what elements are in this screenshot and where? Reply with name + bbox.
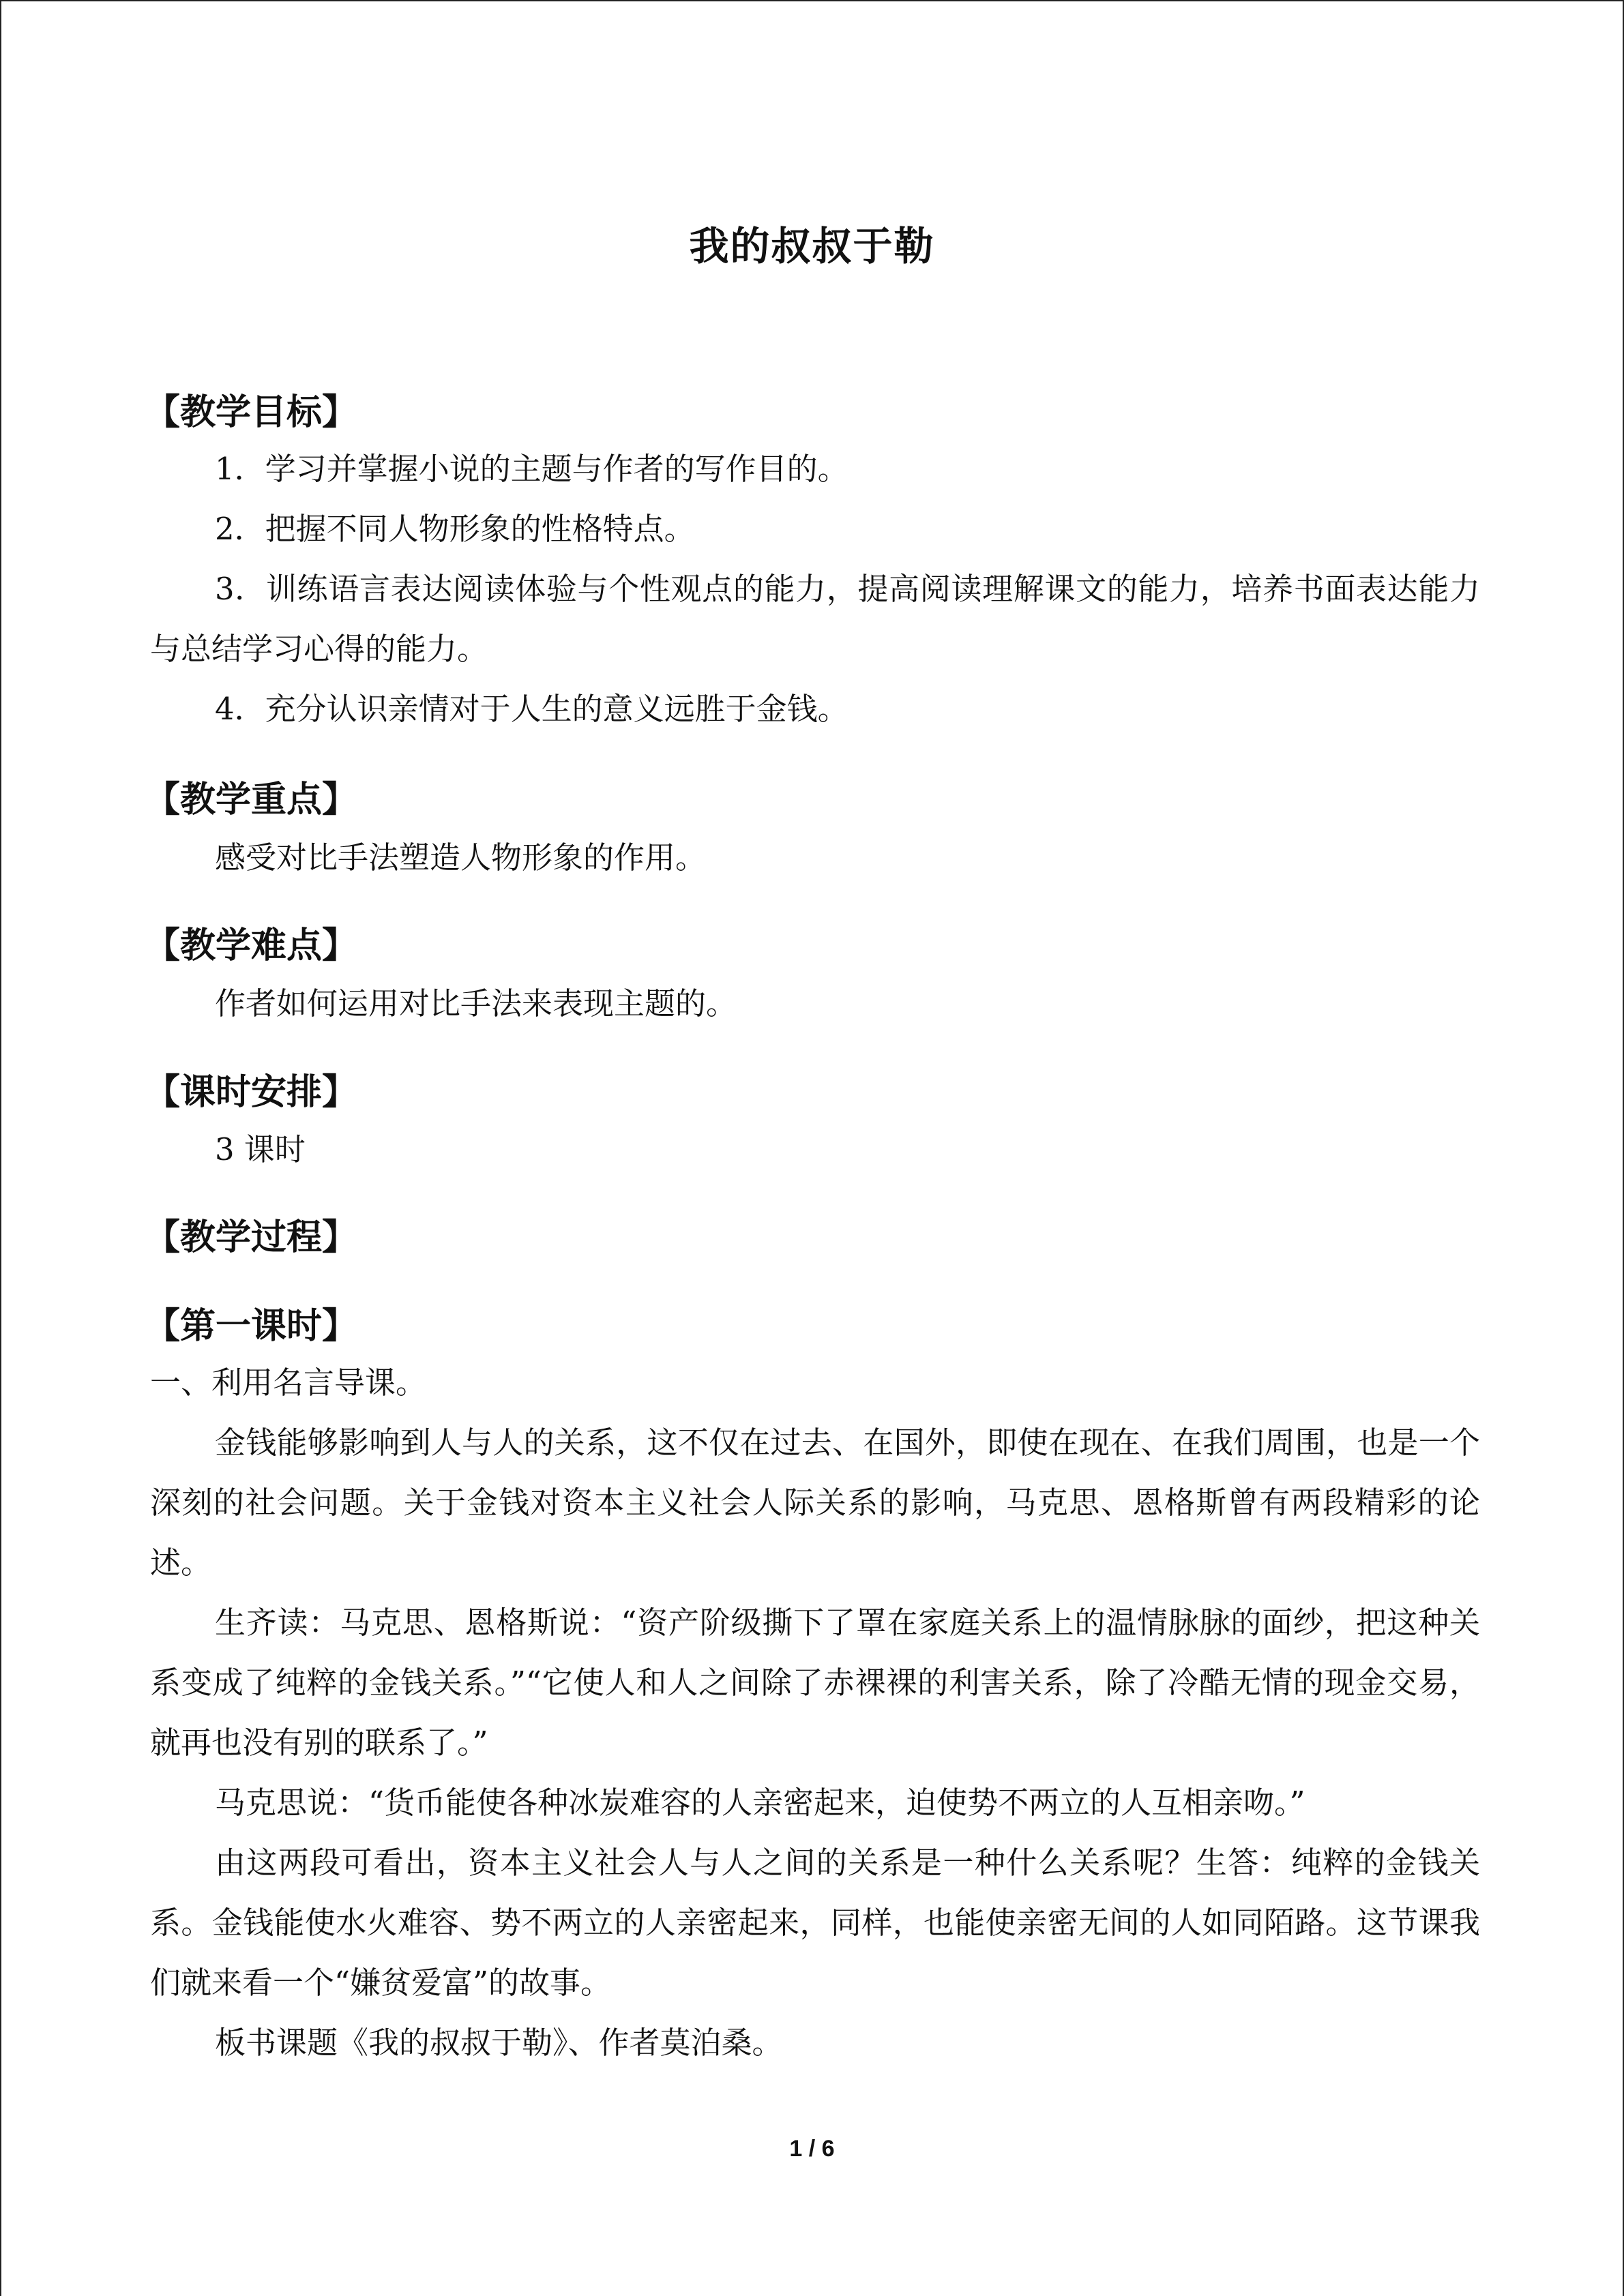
paragraph: 板书课题《我的叔叔于勒》、作者莫泊桑。 xyxy=(215,2025,783,2061)
key-points-text: 感受对比手法塑造人物形象的作用。 xyxy=(215,839,707,876)
schedule-text: 3 课时 xyxy=(215,1131,306,1167)
goal-item: 4．充分认识亲情对于人生的意义远胜于金钱。 xyxy=(215,691,848,727)
document-title: 我的叔叔于勒 xyxy=(689,223,935,269)
paragraph: 马克思说：“货币能使各种冰炭难容的人亲密起来，迫使势不两立的人互相亲吻。” xyxy=(215,1785,1305,1821)
heading-teaching-goals: 【教学目标】 xyxy=(145,392,358,433)
heading-difficulties: 【教学难点】 xyxy=(145,925,358,966)
lesson-step: 一、利用名言导课。 xyxy=(150,1365,427,1401)
goal-item: 3．训练语言表达阅读体验与个性观点的能力，提高阅读理解课文的能力，培养书面表达能力与总结学习心得的能力。 xyxy=(150,571,1480,667)
difficulties-text: 作者如何运用对比手法来表现主题的。 xyxy=(215,985,737,1022)
paragraph: 金钱能够影响到人与人的关系，这不仅在过去、在国外，即使在现在、在我们周围，也是一个深刻的社会问题。关于金钱对资本主义社会人际关系的影响，马克思、恩格斯曾有两段精彩的论述。 xyxy=(150,1425,1480,1581)
heading-process: 【教学过程】 xyxy=(145,1217,358,1258)
heading-lesson-1: 【第一课时】 xyxy=(145,1306,358,1347)
page-indicator: 1 / 6 xyxy=(789,2136,835,2162)
heading-key-points: 【教学重点】 xyxy=(145,779,358,820)
goal-item: 2．把握不同人物形象的性格特点。 xyxy=(215,511,695,547)
paragraph: 生齐读：马克思、恩格斯说：“资产阶级撕下了罩在家庭关系上的温情脉脉的面纱，把这种关系变成了纯粹的金钱关系。”“它使人和人之间除了赤裸裸的利害关系，除了冷酷无情的现金交易，就再也没有别的联系了。” xyxy=(150,1605,1480,1761)
paragraph: 由这两段可看出，资本主义社会人与人之间的关系是一种什么关系呢？生答：纯粹的金钱关系。金钱能使水火难容、势不两立的人亲密起来，同样，也能使亲密无间的人如同陌路。这节课我们就来看一个“嫌贫爱富”的故事。 xyxy=(150,1845,1480,2001)
goal-item: 1．学习并掌握小说的主题与作者的写作目的。 xyxy=(215,451,848,487)
heading-schedule: 【课时安排】 xyxy=(145,1072,358,1113)
